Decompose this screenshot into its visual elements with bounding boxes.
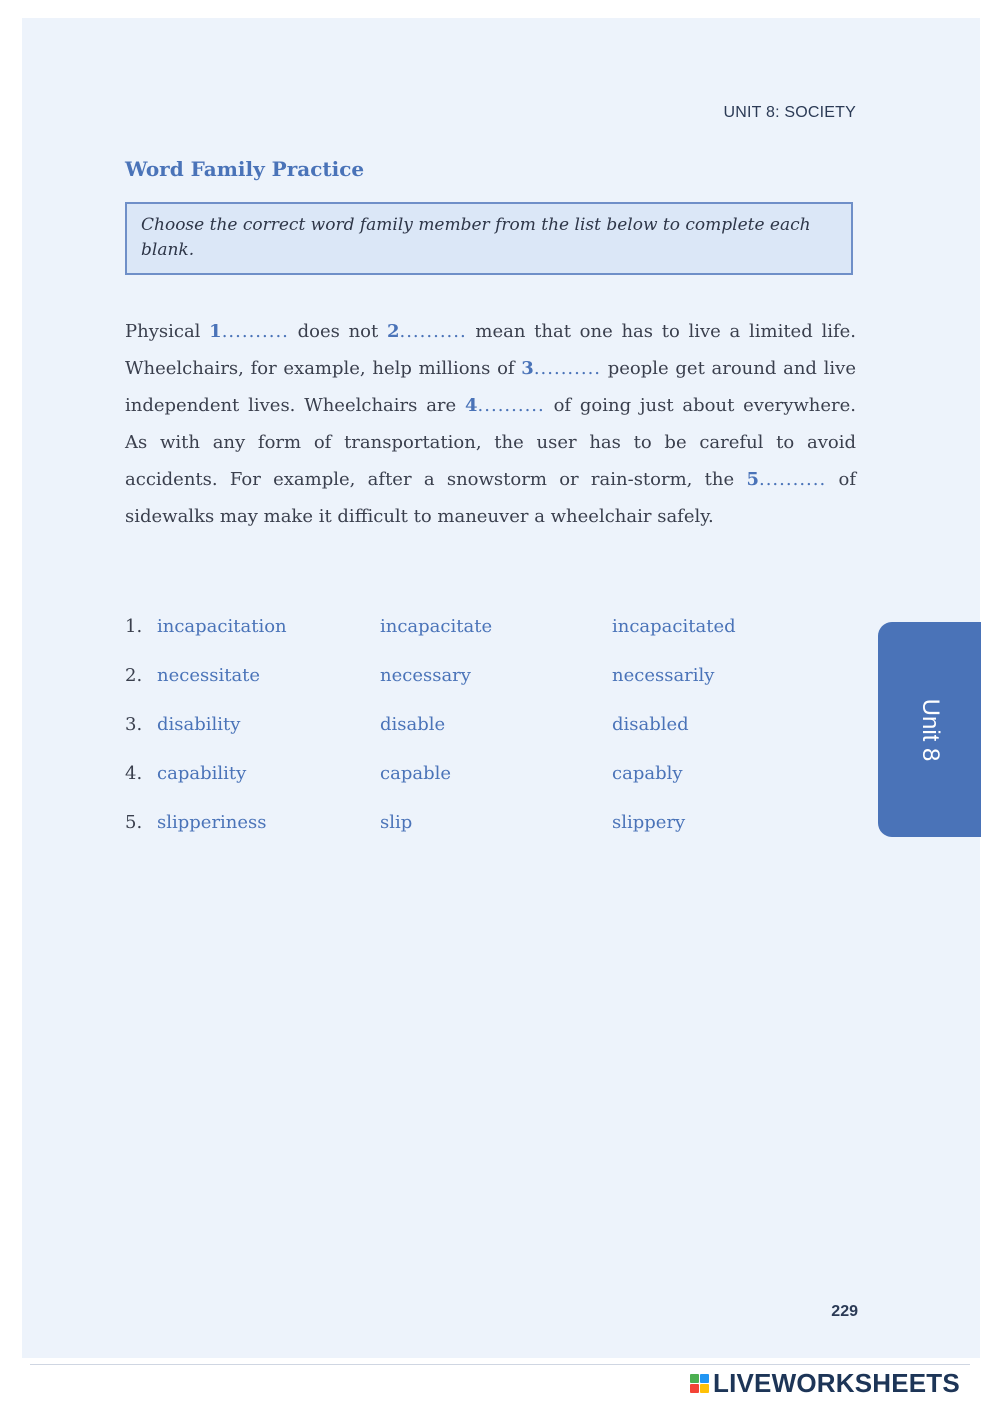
option-word: necessary: [380, 665, 471, 686]
passage-text: mean that one has to live a limited life. Wheelchairs, for example, help millions of: [125, 321, 856, 379]
unit-side-tab-label: Unit 8: [916, 698, 944, 761]
page-number: 229: [831, 1303, 858, 1320]
option-word: disable: [380, 714, 446, 735]
passage-text: Physical: [125, 321, 210, 342]
logo-square: [700, 1374, 709, 1383]
liveworksheets-brand: [690, 1368, 960, 1398]
blank-5[interactable]: [746, 469, 826, 490]
word-family-options: [125, 612, 765, 857]
option-word: slippery: [612, 812, 686, 833]
passage-text: people get around and live independent lives. Wheelchairs are: [125, 358, 856, 416]
instruction-text: Choose the correct word family member from the list below to complete each blank.: [141, 215, 811, 260]
option-number: 4.: [125, 763, 143, 784]
option-word: slipperiness: [157, 812, 267, 833]
logo-square: [700, 1384, 709, 1393]
brand-text: LIVEWORKSHEETS: [713, 1367, 960, 1398]
blank-dots: ..........: [399, 321, 467, 342]
option-number: 5.: [125, 812, 143, 833]
option-word: incapacitate: [380, 616, 493, 637]
logo-square: [690, 1384, 699, 1393]
option-word: disability: [157, 714, 241, 735]
blank-number: 5: [746, 469, 759, 490]
footer-divider: [30, 1364, 970, 1365]
logo-square: [690, 1374, 699, 1383]
fill-in-passage: [125, 313, 856, 535]
blank-3[interactable]: [521, 358, 601, 379]
option-number: 2.: [125, 665, 143, 686]
option-row-5: [125, 808, 765, 857]
blank-dots: ..........: [221, 321, 289, 342]
blank-number: 4: [465, 395, 478, 416]
option-word: slip: [380, 812, 413, 833]
blank-1[interactable]: [209, 321, 289, 342]
option-row-4: [125, 759, 765, 808]
option-number: 1.: [125, 616, 143, 637]
blank-dots: ..........: [477, 395, 545, 416]
unit-side-tab: [878, 622, 981, 837]
blank-number: 3: [521, 358, 534, 379]
option-number: 3.: [125, 714, 143, 735]
blank-4[interactable]: [465, 395, 545, 416]
blank-number: 2: [386, 321, 400, 342]
option-word: incapacitated: [612, 616, 736, 637]
option-word: incapacitation: [157, 616, 287, 637]
blank-dots: ..........: [533, 358, 602, 379]
option-word: necessitate: [157, 665, 261, 686]
option-word: capability: [157, 763, 247, 784]
blank-2[interactable]: [387, 321, 467, 342]
blank-dots: ..........: [758, 469, 827, 490]
section-title: Word Family Practice: [125, 157, 365, 181]
option-word: necessarily: [612, 665, 715, 686]
passage-text: of going just about everywhere. As with any form of transportation, the user has to be careful to avoid accidents. For example, after a snowstorm or rain-storm, the: [125, 395, 856, 490]
option-row-1: [125, 612, 765, 661]
passage-text: does not: [288, 321, 387, 342]
instruction-box: [125, 202, 853, 275]
option-word: disabled: [612, 714, 689, 735]
option-word: capable: [380, 763, 451, 784]
option-word: capably: [612, 763, 683, 784]
passage-text: of sidewalks may make it difficult to maneuver a wheelchair safely.: [125, 469, 856, 527]
liveworksheets-logo-icon: [690, 1374, 709, 1393]
option-row-2: [125, 661, 765, 710]
blank-number: 1: [209, 321, 222, 342]
running-head: UNIT 8: SOCIETY: [723, 104, 856, 121]
option-row-3: [125, 710, 765, 759]
